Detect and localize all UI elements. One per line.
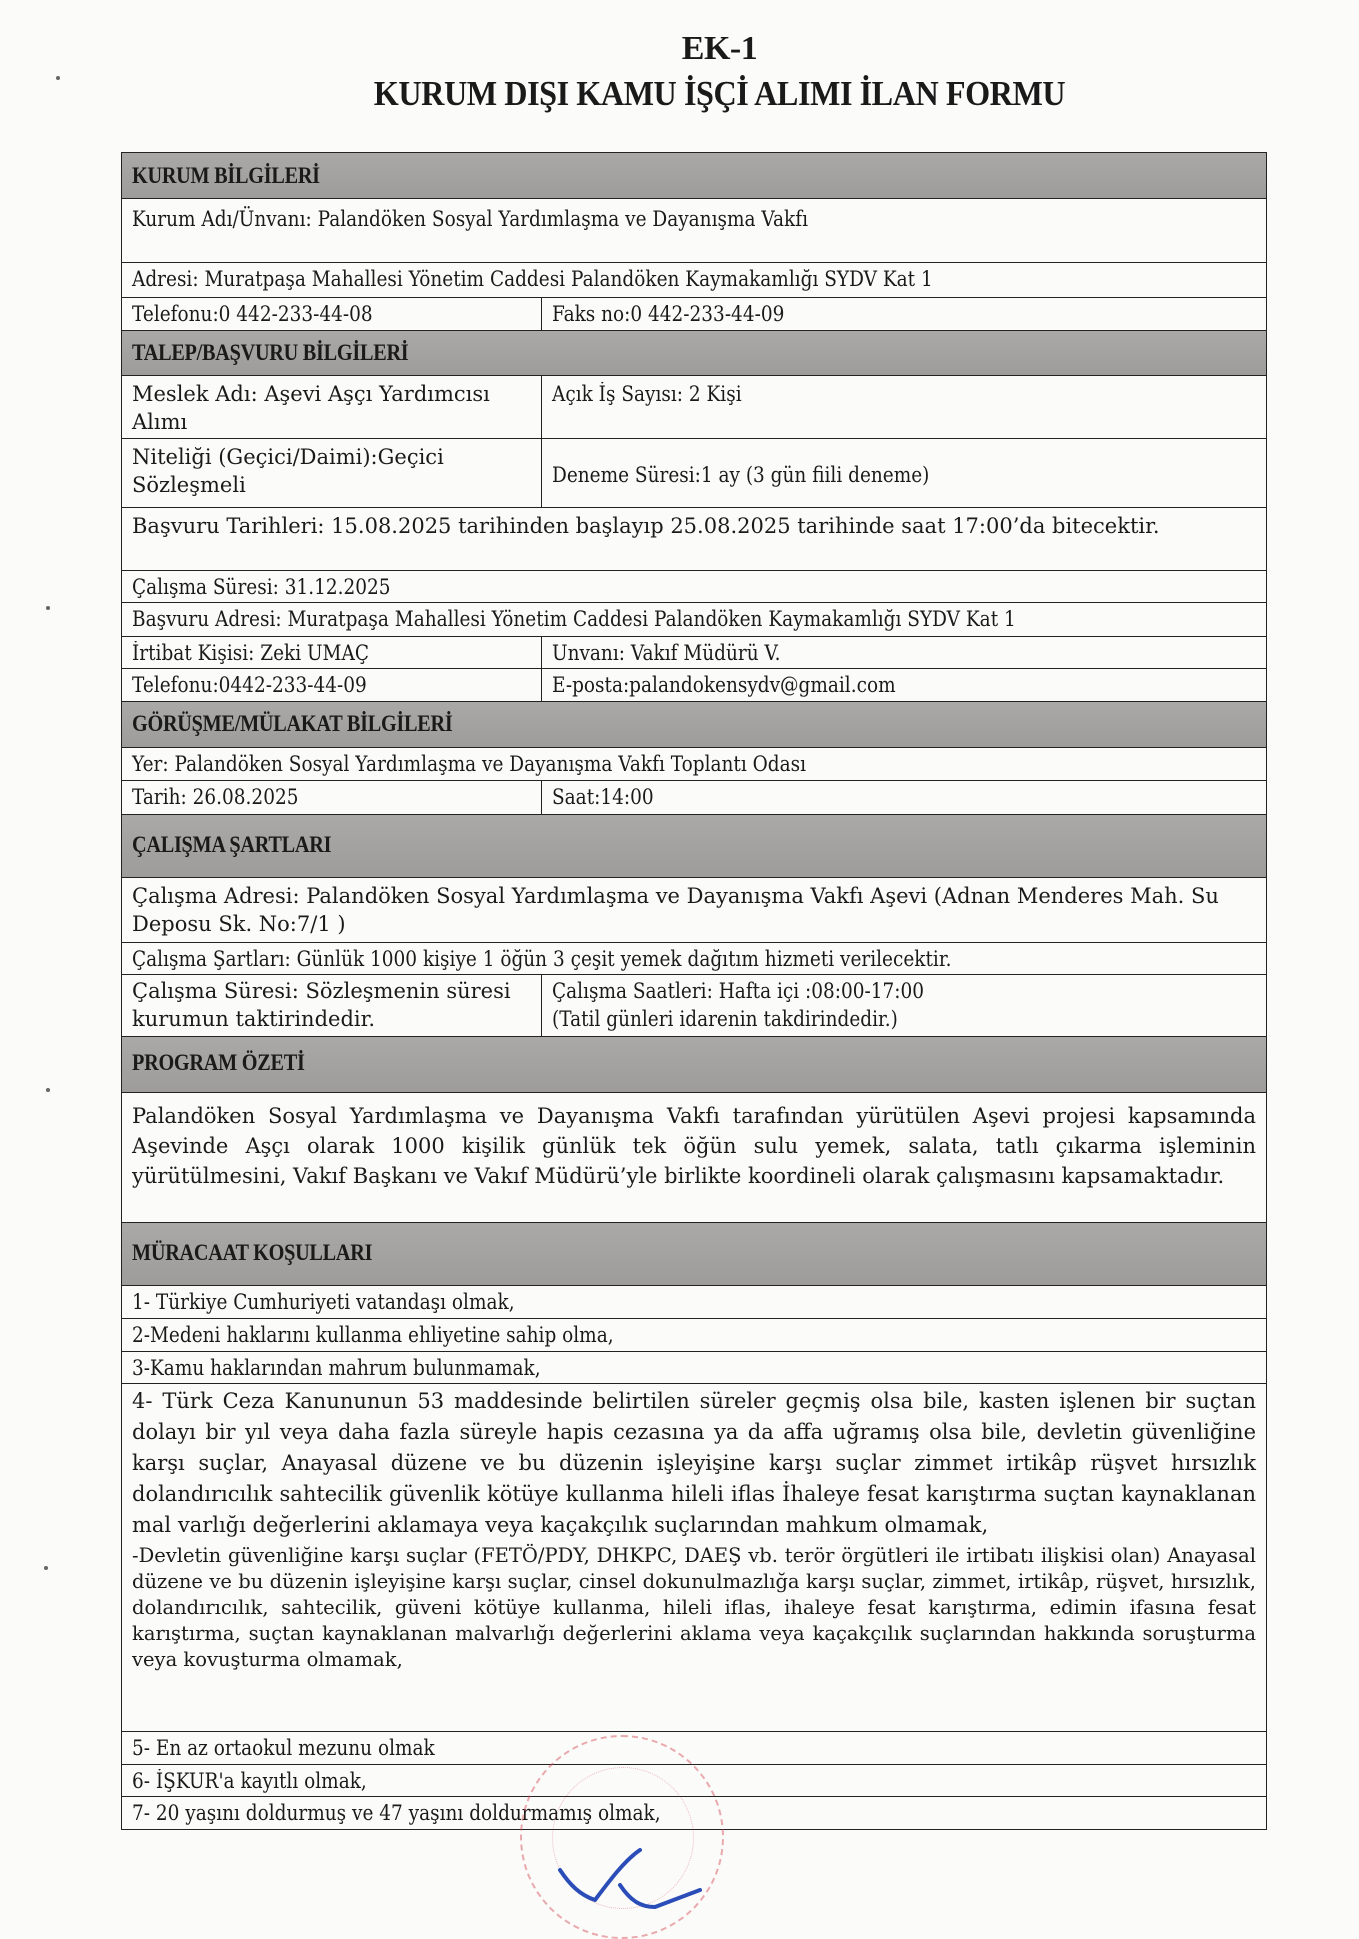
holiday-note: (Tatil günleri idarenin takdirindedir.)	[552, 1007, 898, 1031]
interview-date: Tarih: 26.08.2025	[132, 785, 299, 809]
section-header-calisma	[122, 815, 1266, 878]
section-title: GÖRÜŞME/MÜLAKAT BİLGİLERİ	[132, 711, 453, 736]
row-application-dates	[122, 508, 1266, 571]
requirement-item	[122, 1765, 1266, 1797]
requirement-item	[122, 1286, 1266, 1319]
row-profession	[122, 376, 1266, 439]
section-header-program	[122, 1037, 1266, 1093]
contact-email[interactable]: E-posta:palandokensydv@gmail.com	[552, 673, 896, 697]
requirement-text: 6- İŞKUR'a kayıtlı olmak,	[132, 1769, 367, 1793]
signature	[540, 1845, 710, 1910]
requirement-text: 4- Türk Ceza Kanununun 53 maddesinde belirtilen süreler geçmiş olsa bile, kasten işlenen bir suçtan dolayı bir yıl veya daha fazla süreyle hapis cezasına ya da affa uğramış olsa bile, devletin güvenliğine karşı suçlar, Anayasal düzene ve bu düzenin işleyişine karşı suçlar zimmet irtikâp rüşvet hırsızlık dolandırıcılık sahtecilik güvenlik kötüye kullanma hileli iflas İhaleye fesat karıştırma suçtan kaynaklanan mal varlığı değerlerini aklamaya veya kaçakçılık suçlarından mahkum olmamak,	[132, 1389, 1256, 1537]
contact-title: Unvanı: Vakıf Müdürü V.	[552, 641, 781, 665]
requirement-text: 5- En az ortaokul mezunu olmak	[132, 1736, 435, 1760]
employment-nature: Niteliği (Geçici/Daimi):Geçici Sözleşmeli	[132, 445, 444, 497]
row-institution-name	[122, 199, 1266, 263]
row-work-duration	[122, 571, 1266, 603]
section-title: PROGRAM ÖZETİ	[132, 1050, 305, 1075]
section-title: TALEP/BAŞVURU BİLGİLERİ	[132, 340, 409, 365]
requirement-item	[122, 1352, 1266, 1384]
row-application-address	[122, 603, 1266, 637]
institution-phone: Telefonu:0 442-233-44-08	[132, 302, 373, 326]
section-title: MÜRACAAT KOŞULLARI	[132, 1240, 373, 1265]
requirement-text: 2-Medeni haklarını kullanma ehliyetine sahip olma,	[132, 1323, 614, 1347]
profession-name: Meslek Adı: Aşevi Aşçı Yardımcısı Alımı	[132, 382, 490, 434]
section-header-gorusme	[122, 702, 1266, 748]
program-summary: Palandöken Sosyal Yardımlaşma ve Dayanışma Vakfı tarafından yürütülen Aşevi projesi kapsamında Aşevinde Aşçı olarak 1000 kişilik günlük tek öğün sulu yemek, salata, tatlı çıkarma işleminin yürütülmesini, Vakıf Başkanı ve Vakıf Müdürü’yle birlikte koordineli olarak çalışmasını kapsamaktadır.	[132, 1104, 1256, 1188]
work-address: Çalışma Adresi: Palandöken Sosyal Yardımlaşma ve Dayanışma Vakfı Aşevi (Adnan Menderes Mah. Su Deposu Sk. No:7/1 )	[132, 884, 1219, 936]
work-duration: Çalışma Süresi: 31.12.2025	[132, 575, 391, 599]
application-address: Başvuru Adresi: Muratpaşa Mahallesi Yönetim Caddesi Palandöken Kaymakamlığı SYDV Kat 1	[132, 607, 1016, 631]
row-phone-fax	[122, 298, 1266, 331]
contact-person: İrtibat Kişisi: Zeki UMAÇ	[132, 641, 369, 665]
section-title: ÇALIŞMA ŞARTLARI	[132, 832, 332, 857]
requirement-text: 3-Kamu haklarından mahrum bulunmamak,	[132, 1356, 541, 1380]
row-work-conditions	[122, 943, 1266, 975]
row-institution-address	[122, 263, 1266, 298]
section-title: KURUM BİLGİLERİ	[132, 163, 320, 188]
open-positions: Açık İş Sayısı: 2 Kişi	[552, 382, 742, 406]
requirement-text: 1- Türkiye Cumhuriyeti vatandaşı olmak,	[132, 1290, 515, 1314]
annex-label: EK-1	[681, 30, 758, 67]
section-header-talep	[122, 331, 1266, 376]
requirement-item	[122, 1384, 1266, 1732]
contract-duration: Çalışma Süresi: Sözleşmenin süresi kurumun taktirindedir.	[132, 979, 511, 1031]
section-header-kurum	[122, 153, 1266, 199]
row-program-summary	[122, 1093, 1266, 1223]
row-duration-hours	[122, 975, 1266, 1037]
institution-name: Kurum Adı/Ünvanı: Palandöken Sosyal Yardımlaşma ve Dayanışma Vakfı	[132, 207, 809, 231]
institution-fax: Faks no:0 442-233-44-09	[552, 302, 785, 326]
requirement-item	[122, 1319, 1266, 1352]
requirement-text: 7- 20 yaşını doldurmuş ve 47 yaşını doldurmamış olmak,	[132, 1801, 661, 1825]
row-interview-place	[122, 748, 1266, 781]
trial-period: Deneme Süresi:1 ay (3 gün fiili deneme)	[552, 463, 930, 487]
row-work-address	[122, 878, 1266, 943]
row-contact-phone-email	[122, 669, 1266, 702]
page-title: KURUM DIŞI KAMU İŞÇİ ALIMI İLAN FORMU	[373, 74, 1066, 113]
contact-phone: Telefonu:0442-233-44-09	[132, 673, 367, 697]
work-conditions: Çalışma Şartları: Günlük 1000 kişiye 1 öğün 3 çeşit yemek dağıtım hizmeti verilecektir.	[132, 947, 952, 971]
scan-mark	[46, 1088, 50, 1092]
row-contact-person	[122, 637, 1266, 669]
row-nature-trial	[122, 439, 1266, 508]
row-interview-date-time	[122, 781, 1266, 815]
scan-mark	[46, 606, 50, 610]
working-hours: Çalışma Saatleri: Hafta içi :08:00-17:00	[552, 979, 925, 1003]
announcement-form	[121, 152, 1267, 1830]
section-header-muracaat	[122, 1223, 1266, 1286]
scan-mark	[44, 1566, 48, 1570]
requirement-note: -Devletin güvenliğine karşı suçlar (FETÖ/PDY, DHKPC, DAEŞ vb. terör örgütleri ile irtibatı ilişkisi olan) Anayasal düzene ve bu düzenin işleyişine karşı suçlar, cinsel dokunulmazlığa karşı suçlar, zimmet, irtikâp, rüşvet, hırsızlık, dolandırıcılık, sahtecilik, güveni kötüye kullanma, hileli iflas, ihaleye fesat karıştırma, edimin ifasına fesat karıştırma, suçtan kaynaklanan malvarlığı değerlerini aklama veya kaçakçılık suçlarından hakkında soruşturma veya kovuşturma olmamak,	[132, 1544, 1256, 1671]
requirement-item	[122, 1797, 1266, 1830]
interview-time: Saat:14:00	[552, 785, 654, 809]
application-dates: Başvuru Tarihleri: 15.08.2025 tarihinden başlayıp 25.08.2025 tarihinde saat 17:00’da bitecektir.	[132, 514, 1160, 538]
interview-place: Yer: Palandöken Sosyal Yardımlaşma ve Dayanışma Vakfı Toplantı Odası	[132, 752, 807, 776]
scan-mark	[56, 76, 60, 80]
institution-address: Adresi: Muratpaşa Mahallesi Yönetim Caddesi Palandöken Kaymakamlığı SYDV Kat 1	[132, 267, 933, 291]
requirement-item	[122, 1732, 1266, 1765]
